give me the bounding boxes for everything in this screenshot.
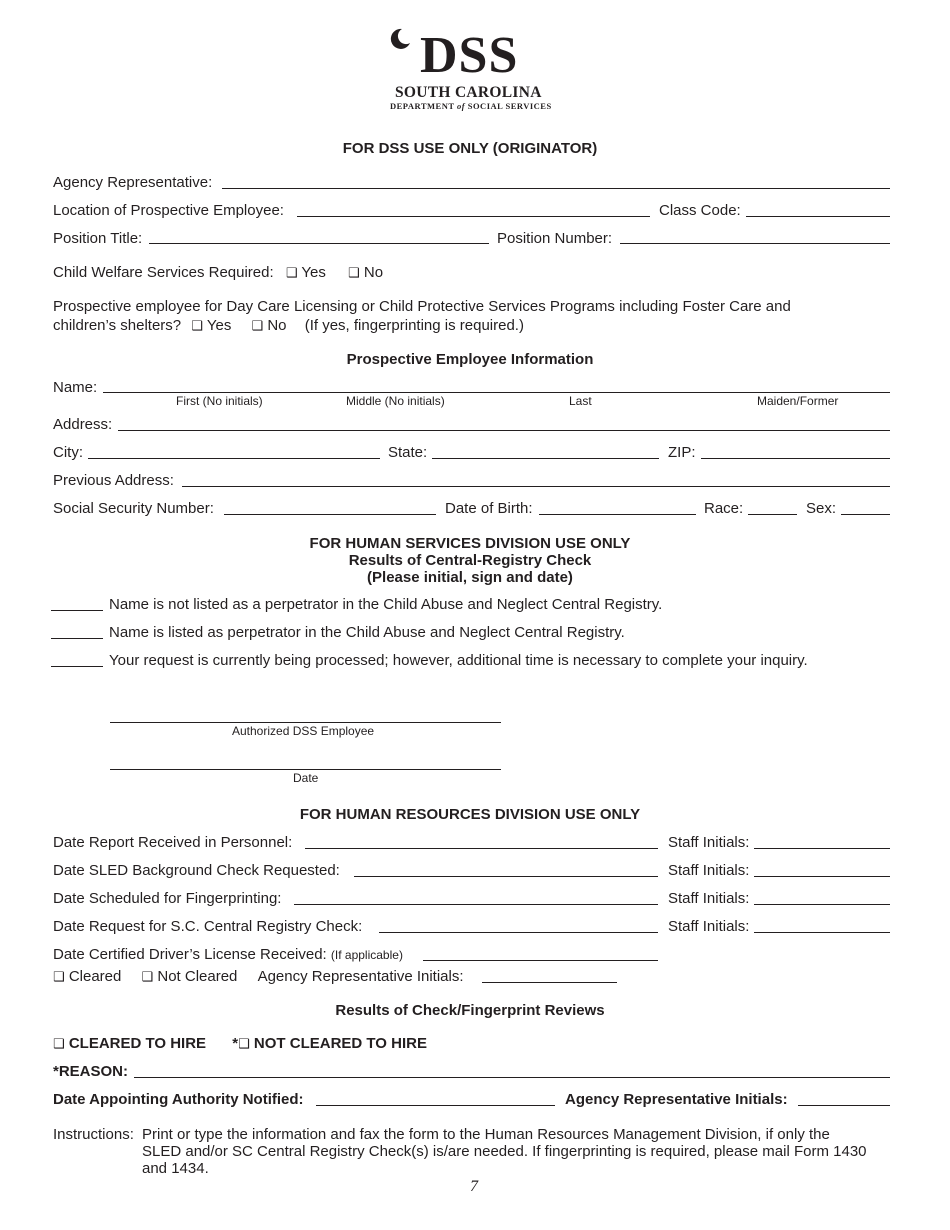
not-cleared-checkbox[interactable]: ❑ xyxy=(141,970,154,985)
not-cleared-to-hire-checkbox[interactable]: ❑ xyxy=(238,1037,250,1052)
hr-row-label: Date SLED Background Check Requested: xyxy=(53,862,340,879)
daycare-question-text: children’s shelters? xyxy=(53,317,182,334)
position-number-field[interactable] xyxy=(620,243,890,244)
signature-field[interactable] xyxy=(110,722,501,723)
license-label: Date Certified Driver’s License Received: xyxy=(53,946,327,963)
results-heading: Results of Check/Fingerprint Reviews xyxy=(335,1002,605,1019)
signature-caption: Authorized DSS Employee xyxy=(232,724,375,738)
previous-address-label: Previous Address: xyxy=(53,472,174,489)
logo-department: DEPARTMENT of SOCIAL SERVICES xyxy=(390,101,552,111)
position-title-label: Position Title: xyxy=(53,230,143,247)
date-notified-label: Date Appointing Authority Notified: xyxy=(53,1091,304,1108)
cws-no-label: No xyxy=(363,264,384,281)
race-label: Race: xyxy=(704,500,744,517)
results-agency-initials-field[interactable] xyxy=(798,1105,890,1106)
daycare-question-line1: Prospective employee for Day Care Licensing or Child Protective Services Programs including Foster Care and xyxy=(53,298,791,315)
daycare-yes-label: Yes xyxy=(206,317,232,334)
cws-yes-checkbox[interactable]: ❑ xyxy=(285,266,298,281)
daycare-no-label: No xyxy=(267,317,287,334)
location-field[interactable] xyxy=(297,216,650,217)
cws-no-checkbox[interactable]: ❑ xyxy=(348,266,360,281)
staff-initials-label: Staff Initials: xyxy=(668,834,750,851)
sex-label: Sex: xyxy=(806,500,837,517)
ssn-label: Social Security Number: xyxy=(53,500,214,517)
date-notified-field[interactable] xyxy=(316,1105,555,1106)
class-code-label: Class Code: xyxy=(659,202,741,219)
middle-name-caption: Middle (No initials) xyxy=(346,394,445,408)
central-registry-date-field[interactable] xyxy=(379,932,658,933)
results-agency-initials-label: Agency Representative Initials: xyxy=(565,1091,788,1108)
city-field[interactable] xyxy=(88,458,380,459)
not-listed-option: Name is not listed as a perpetrator in the Child Abuse and Neglect Central Registry. xyxy=(109,596,663,613)
state-field[interactable] xyxy=(432,458,659,459)
maiden-name-caption: Maiden/Former xyxy=(757,394,839,408)
page-number: 7 xyxy=(470,1178,478,1195)
hrd-heading: FOR HUMAN RESOURCES DIVISION USE ONLY xyxy=(299,806,641,823)
staff-initials-label: Staff Initials: xyxy=(668,918,750,935)
name-field[interactable] xyxy=(103,392,890,393)
cws-row xyxy=(53,264,383,281)
staff-initials-label: Staff Initials: xyxy=(668,890,750,907)
staff-initials-field[interactable] xyxy=(754,932,890,933)
previous-address-field[interactable] xyxy=(182,486,890,487)
listed-option: Name is listed as perpetrator in the Child Abuse and Neglect Central Registry. xyxy=(109,624,625,641)
originator-heading: FOR DSS USE ONLY (ORIGINATOR) xyxy=(342,140,598,157)
instructions-label: Instructions: xyxy=(53,1126,134,1143)
instructions-line: SLED and/or SC Central Registry Check(s) is/are needed. If fingerprinting is required, please mail Form 1430 xyxy=(142,1143,867,1160)
hr-row-label: Date Report Received in Personnel: xyxy=(53,834,293,851)
instructions-line: and 1434. xyxy=(142,1160,209,1177)
processing-option: Your request is currently being processed; however, additional time is necessary to complete your inquiry. xyxy=(109,652,808,669)
logo-state: SOUTH CAROLINA xyxy=(395,84,542,101)
cleared-to-hire-checkbox[interactable]: ❑ xyxy=(53,1037,65,1052)
state-label: State: xyxy=(388,444,428,461)
zip-label: ZIP: xyxy=(668,444,696,461)
cws-label: Child Welfare Services Required: xyxy=(53,264,274,281)
cws-yes-label: Yes xyxy=(301,264,326,281)
clearance-row xyxy=(53,968,464,985)
name-label: Name: xyxy=(53,379,98,396)
position-title-field[interactable] xyxy=(149,243,489,244)
not-cleared-label: Not Cleared xyxy=(157,968,238,985)
hr-row-label: Date Scheduled for Fingerprinting: xyxy=(53,890,282,907)
zip-field[interactable] xyxy=(701,458,890,459)
employee-heading: Prospective Employee Information xyxy=(346,351,594,368)
agency-initials-label: Agency Representative Initials: xyxy=(257,968,464,985)
license-note: (If applicable) xyxy=(330,948,403,962)
crescent-moon-icon xyxy=(388,28,412,50)
first-name-caption: First (No initials) xyxy=(176,394,263,408)
not-cleared-to-hire-label: NOT CLEARED TO HIRE xyxy=(253,1035,427,1052)
hsd-heading: FOR HUMAN SERVICES DIVISION USE ONLY xyxy=(309,535,631,552)
sex-field[interactable] xyxy=(841,514,890,515)
daycare-question-line2 xyxy=(53,317,524,334)
fingerprint-note: (If yes, fingerprinting is required.) xyxy=(304,317,524,334)
daycare-no-checkbox[interactable]: ❑ xyxy=(251,319,264,334)
staff-initials-field[interactable] xyxy=(754,876,890,877)
reason-label: *REASON: xyxy=(53,1063,129,1080)
fingerprinting-date-field[interactable] xyxy=(294,904,658,905)
last-name-caption: Last xyxy=(569,394,592,408)
address-field[interactable] xyxy=(118,430,890,431)
address-label: Address: xyxy=(53,416,113,433)
city-label: City: xyxy=(53,444,83,461)
dob-field[interactable] xyxy=(539,514,696,515)
race-field[interactable] xyxy=(748,514,797,515)
signature-date-caption: Date xyxy=(293,771,319,785)
not-listed-initial-field[interactable] xyxy=(51,610,103,611)
agency-rep-field[interactable] xyxy=(222,188,890,189)
registry-instructions: (Please initial, sign and date) xyxy=(367,569,573,586)
signature-date-field[interactable] xyxy=(110,769,501,770)
location-label: Location of Prospective Employee: xyxy=(53,202,284,219)
agency-initials-field[interactable] xyxy=(482,982,617,983)
not-cleared-asterisk: * xyxy=(232,1035,239,1052)
hr-row-label: Date Request for S.C. Central Registry Check: xyxy=(53,918,363,935)
report-received-field[interactable] xyxy=(305,848,658,849)
license-row xyxy=(53,946,403,963)
staff-initials-field[interactable] xyxy=(754,904,890,905)
daycare-yes-checkbox[interactable]: ❑ xyxy=(191,319,203,334)
reason-field[interactable] xyxy=(134,1077,890,1078)
class-code-field[interactable] xyxy=(746,216,890,217)
staff-initials-label: Staff Initials: xyxy=(668,862,750,879)
ssn-field[interactable] xyxy=(224,514,436,515)
instructions-line: Print or type the information and fax the form to the Human Resources Management Division, if only the xyxy=(142,1126,830,1143)
dob-label: Date of Birth: xyxy=(445,500,533,517)
processing-initial-field[interactable] xyxy=(51,666,103,667)
cleared-to-hire-label: CLEARED TO HIRE xyxy=(68,1035,207,1052)
cleared-label: Cleared xyxy=(68,968,122,985)
staff-initials-field[interactable] xyxy=(754,848,890,849)
listed-initial-field[interactable] xyxy=(51,638,103,639)
hire-decision-row xyxy=(53,1035,427,1052)
position-number-label: Position Number: xyxy=(497,230,613,247)
cleared-checkbox[interactable]: ❑ xyxy=(53,970,65,985)
agency-rep-label: Agency Representative: xyxy=(53,174,213,191)
sled-check-field[interactable] xyxy=(354,876,658,877)
logo-mark: DSS xyxy=(420,27,519,84)
license-date-field[interactable] xyxy=(423,960,658,961)
registry-heading: Results of Central-Registry Check xyxy=(348,552,592,569)
